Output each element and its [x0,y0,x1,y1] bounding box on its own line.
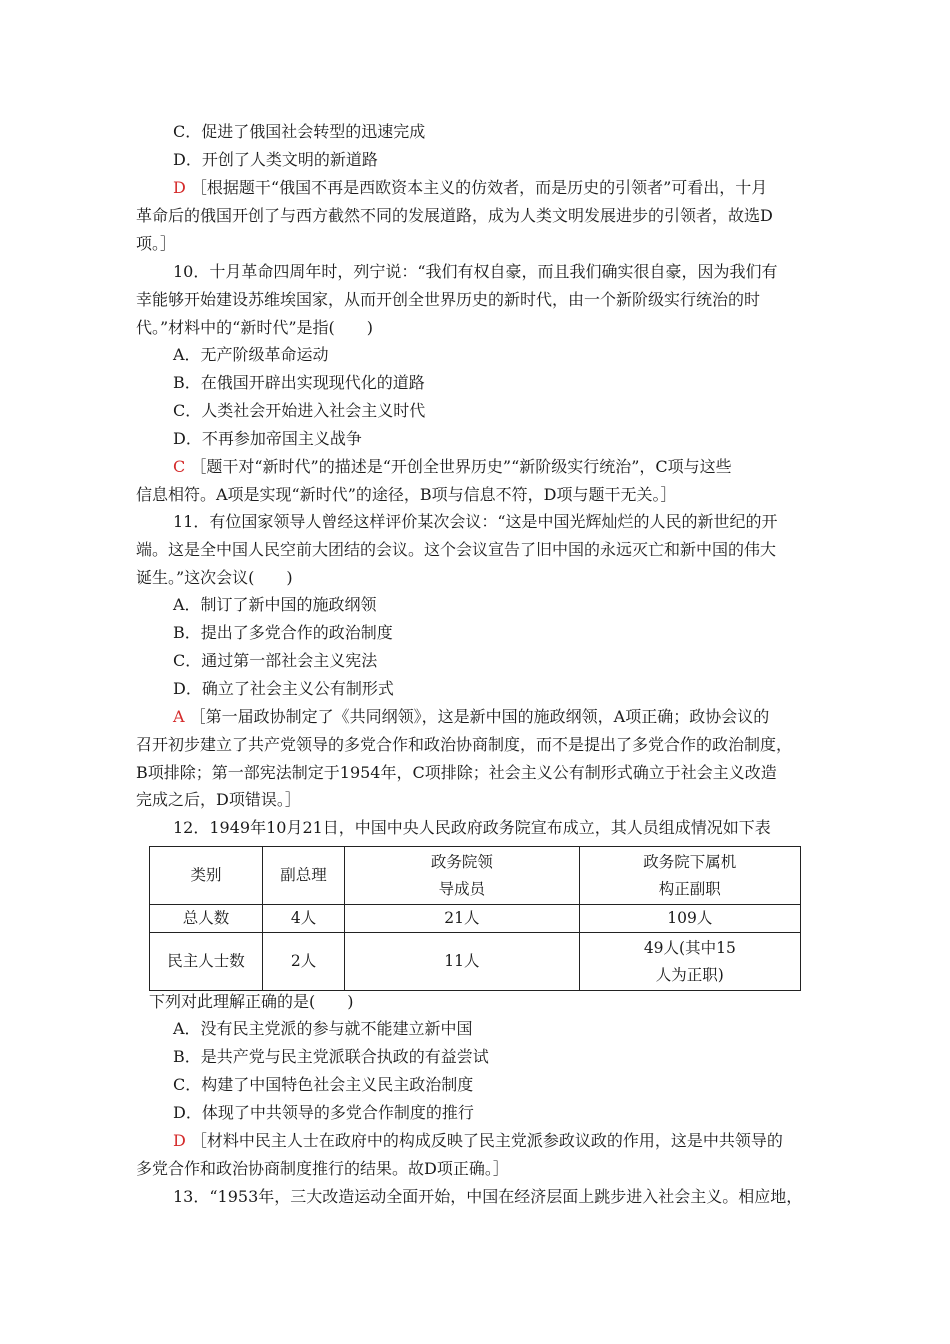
q12-explanation-text: ［材料中民主人士在政府中的构成反映了民主党派参政议政的作用，这是中共领导的 [190,1131,783,1150]
table-row [150,905,801,933]
header-text: 导成员 [438,879,486,898]
q11-explanation-line: 完成之后，D项错误。］ [136,790,301,809]
q10-stem: 幸能够开始建设苏维埃国家，从而开创全世界历史的新时代，由一个新阶级实行统治的时 [136,290,761,309]
q10-explanation-text: ［题干对“新时代”的描述是“开创全世界历史”“新阶级实行统治”，C项与这些 [190,457,732,476]
cell-text: 人为正职) [655,965,724,984]
q11-explanation-text: ［第一届政协制定了《共同纲领》，这是新中国的施政纲领，A项正确；政协会议的 [189,707,770,726]
q11-option-b: B．提出了多党合作的政治制度 [173,623,393,642]
q11-option-d: D．确立了社会主义公有制形式 [173,679,394,698]
table-cell: 2人 [262,933,344,991]
table-row [150,933,801,991]
q12-answer: D [173,1131,186,1150]
q9-option-d: D．开创了人类文明的新道路 [173,150,378,169]
q12-option-b: B．是共产党与民主党派联合执政的有益尝试 [173,1047,489,1066]
q9-explanation-line [173,178,767,198]
q10-explanation-line: 信息相符。A项是实现“新时代”的途径，B项与信息不符，D项与题干无关。］ [136,485,677,504]
q10-option-d: D．不再参加帝国主义战争 [173,429,362,448]
q12-option-d: D．体现了中共领导的多党合作制度的推行 [173,1103,474,1122]
header-text: 政务院下属机 [643,852,737,871]
q10-explanation-line [173,457,732,477]
q10-option-b: B．在俄国开辟出实现现代化的道路 [173,373,425,392]
table-cell: 4人 [262,905,344,933]
q11-explanation-line [173,707,769,727]
table-cell [579,933,800,991]
table-cell: 21人 [345,905,580,933]
q9-answer: D [173,178,186,197]
q10-stem: 10．十月革命四周年时，列宁说：“我们有权自豪，而且我们确实很自豪，因为我们有 [173,262,778,281]
q11-option-a: A．制订了新中国的施政纲领 [173,595,377,614]
q12-option-a: A．没有民主党派的参与就不能建立新中国 [173,1019,473,1038]
q11-explanation-line: 召开初步建立了共产党领导的多党合作和政治协商制度，而不是提出了多党合作的政治制度， [136,735,793,754]
header-text: 政务院领 [430,852,493,871]
q10-answer: C [173,457,186,476]
q12-explanation-line: 多党合作和政治协商制度推行的结果。故D项正确。］ [136,1159,509,1178]
q11-stem: 11．有位国家领导人曾经这样评价某次会议：“这是中国光辉灿烂的人民的新世纪的开 [173,512,778,531]
table-header-cell: 类别 [150,847,263,905]
cell-text: 49人(其中15 [643,938,736,957]
q11-stem: 端。这是全中国人民空前大团结的会议。这个会议宣告了旧中国的永远灭亡和新中国的伟大 [136,540,777,559]
q12-explanation-line [173,1131,783,1151]
q9-explanation-line: 项。］ [136,234,177,253]
table-header-cell: 副总理 [262,847,344,905]
q11-explanation-line: B项排除；第一部宪法制定于1954年，C项排除；社会主义公有制形式确立于社会主义改造 [136,763,777,782]
table-cell: 民主人士数 [150,933,263,991]
q9-option-c: C．促进了俄国社会转型的迅速完成 [173,122,426,141]
q13-stem: 13．“1953年，三大改造运动全面开始，中国在经济层面上跳步进入社会主义。相应地， [173,1187,803,1206]
table-header-cell [345,847,580,905]
q12-stem: 下列对此理解正确的是( ) [149,992,354,1011]
table-cell: 109人 [579,905,800,933]
table-cell: 11人 [345,933,580,991]
header-text: 构正副职 [658,879,721,898]
q11-option-c: C．通过第一部社会主义宪法 [173,651,378,670]
table-header-row [150,847,801,905]
q10-option-c: C．人类社会开始进入社会主义时代 [173,401,426,420]
table-header-cell [579,847,800,905]
q11-stem: 诞生。”这次会议( ) [136,568,293,587]
q9-explanation-line: 革命后的俄国开创了与西方截然不同的发展道路，成为人类文明发展进步的引领者，故选D [136,206,773,225]
staff-composition-table [149,846,801,991]
q10-stem: 代。”材料中的“新时代”是指( ) [136,318,374,337]
table-cell: 总人数 [150,905,263,933]
q11-answer: A [173,707,185,726]
q12-option-c: C．构建了中国特色社会主义民主政治制度 [173,1075,474,1094]
q10-option-a: A．无产阶级革命运动 [173,345,329,364]
q12-stem: 12．1949年10月21日，中国中央人民政府政务院宣布成立，其人员组成情况如下表 [173,818,771,837]
q9-explanation-text: ［根据题干“俄国不再是西欧资本主义的仿效者，而是历史的引领者”可看出，十月 [190,178,768,197]
